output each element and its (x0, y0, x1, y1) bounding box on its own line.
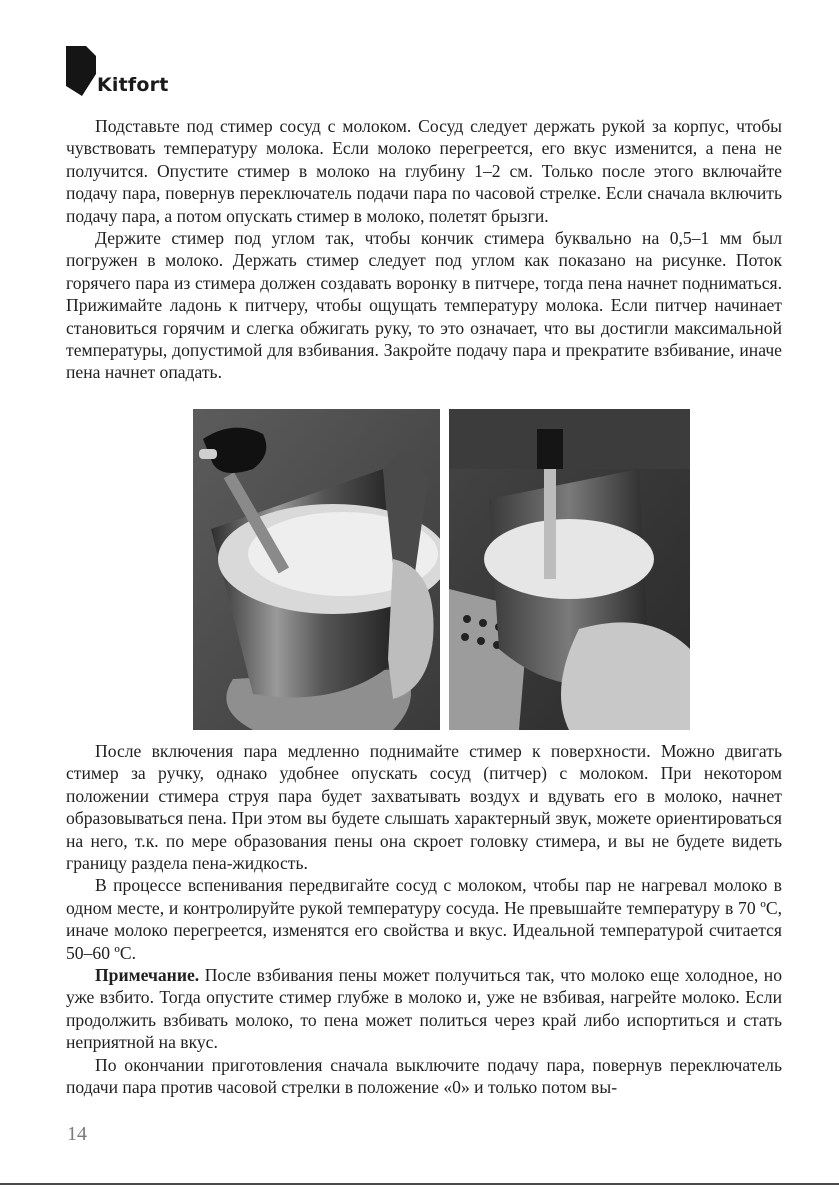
paragraph: После включения пара медленно поднимайте стимер к поверхности. Можно двигать стимер за ручку, однако удобнее опускать сосуд (питчер) с молоком. При некотором положении стимера струя пара будет захватывать воздух и вдувать его в молоко, начнет образовываться пена. При этом вы будете слышать характерный звук, можете ориентироваться на него, т.к. по мере образования пены она скроет головку стимера, и вы не будете видеть границу раздела пена-жидкость. (66, 741, 782, 874)
brand-name: Kitfort (97, 74, 169, 96)
note-paragraph (66, 964, 782, 1054)
paragraph: В процессе вспенивания передвигайте сосуд с молоком, чтобы пар не нагревал молоко в одном месте, и контролируйте рукой температуру сосуда. Не превышайте температуру в 70 ºС, иначе молоко перегреется, изменятся его свойства и вкус. Идеальной температурой считается 50–60 ºС. (66, 875, 782, 963)
photo-pitcher-steaming-right (449, 409, 690, 730)
bottom-rule (0, 1183, 839, 1185)
kitfort-logo-icon (66, 46, 96, 96)
paragraph: Держите стимер под углом так, чтобы кончик стимера буквально на 0,5–1 мм был погружен в молоко. Держать стимер следует под углом как показано на рисунке. Поток горячего пара из стимера должен создавать воронку в питчере, тогда пена начнет подниматься. Прижимайте ладонь к питчеру, чтобы ощущать температуру молока. Если питчер начинает становиться горячим и слегка обжигать руку, то это означает, что вы достигли максимальной температуры, допустимой для взбивания. Закройте подачу пара и прекратите взбивание, иначе пена начнет опадать. (66, 228, 782, 383)
note-label: Примечание. (95, 965, 200, 986)
brand-logo (66, 46, 176, 96)
steaming-photos (193, 409, 690, 730)
photo-pitcher-steaming-left (193, 409, 440, 730)
bottom-text (66, 740, 782, 1099)
note-text: После взбивания пены может получиться так, что молоко еще холодное, но уже взбито. Тогда опустите стимер глубже в молоко и, уже не взбивая, нагрейте молоко. Если продолжить взбивать молоко, то пена может политься через край либо испортиться и стать неприятной на вкус. (66, 965, 782, 1053)
paragraph: Подставьте под стимер сосуд с молоком. Сосуд следует держать рукой за корпус, чтобы чувствовать температуру молока. Если молоко перегреется, его вкус изменится, а пена не получится. Опустите стимер в молоко на глубину 1–2 см. Только после этого включайте подачу пара, повернув переключатель подачи пара по часовой стрелке. Если сначала включить подачу пара, а потом опускать стимер в молоко, полетят брызги. (66, 116, 782, 226)
top-text (66, 115, 782, 384)
paragraph: По окончании приготовления сначала выключите подачу пара, повернув переключатель подачи пара против часовой стрелки в положение «0» и только потом вы- (66, 1054, 782, 1098)
page-number: 14 (67, 1123, 87, 1145)
